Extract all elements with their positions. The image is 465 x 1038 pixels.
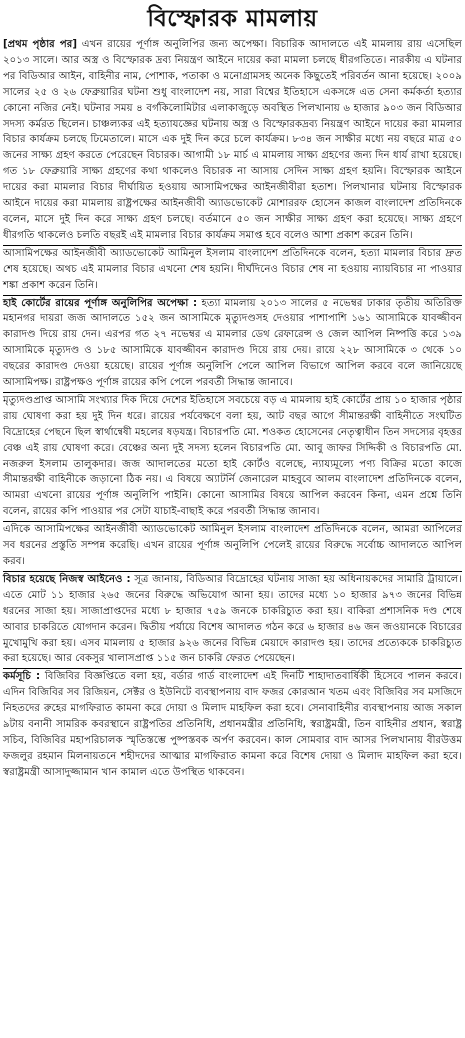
paragraph-own-law [3,572,462,669]
paragraph-appeal-prep [3,522,462,572]
paragraph-text: এদিকে আসামিপক্ষের আইনজীবী অ্যাডভোকেট আমিনুল ইসলাম বাংলাদেশ প্রতিদিনকে বলেন, আমরা আপিলের সব ধরনের প্রস্তুতি সম্পন্ন করেছি। এখন রায়ের পূর্ণাঙ্গ অনুলিপি পেলেই রায়ের বিরুদ্ধে সর্বোচ্চ আদালতে আপিল করব। [3,524,462,567]
paragraph-text: সূত্র জানায়, বিডিআর বিদ্রোহের ঘটনায় সাজা হয় অধিনায়কদের সামারি ট্রায়ালে। এতে মোট ১১ হাজার ২৬৫ জনের বিরুদ্ধে অভিযোগ আনা হয়। তাদের মধ্যে ১০ হাজার ৯৭৩ জনের বিভিন্ন ধরনের সাজা হয়। সাজাপ্রাপ্তদের মধ্যে ৮ হাজার ৭৫৯ জনকে চাকরিচ্যুত করা হয়। বাকিরা প্রশাসনিক দণ্ড শেষে আবার চাকরিতে যোগদান করেন। দ্বিতীয় পর্যায়ে বিশেষ আদালত গঠন করে ৬ হাজার ৪৬ জন জওয়ানকে বিচারের মুখোমুখি করা হয়। এসব মামলায় ৫ হাজার ৯২৬ জনের বিভিন্ন মেয়াদে কারাদণ্ড হয়। তাদের প্রত্যেককে চাকরিচ্যুত করা হয়েছে। আর বেকসুর খালাসপ্রাপ্ত ১১৫ জন চাকরি ফেরত পেয়েছেন। [3,573,463,665]
paragraph-text: হত্যা মামলায় ২০১৩ সালের ৫ নভেম্বর ঢাকার তৃতীয় অতিরিক্ত মহানগর দায়রা জজ আদালতে ১৫২ জন আসামিকে মৃত্যুদণ্ডসহ দেওয়ার পাশাপাশি ১৬১ আসামিকে যাবজ্জীবন কারাদণ্ড দিয়ে রায় দেন। এরপর গত ২৭ নভেম্বর এ মামলার ডেথ রেফারেন্স ও জেল আপিল নিষ্পত্তি করে ১৩৯ আসামিকে মৃত্যুদণ্ড ও ১৮৫ আসামিকে যাবজ্জীবন কারাদণ্ড দিয়ে রায় দেয়। রায়ে ২২৮ আসামিকে ৩ থেকে ১০ বছরের কারাদণ্ড দেওয়া হয়েছে। রায়ের পূর্ণাঙ্গ অনুলিপি পেলে আপিল বিভাগে আপিল করবে বলে জানিয়েছে আসামিপক্ষ। রাষ্ট্রপক্ষও পূর্ণাঙ্গ রায়ের কপি পেলে পরবর্তী সিদ্ধান্ত জানাবে। [3,297,462,389]
paragraph-text: বিজিবির বিজ্ঞপ্তিতে বলা হয়, বর্ডার গার্ড বাংলাদেশ এই দিনটি শাহাদাতবার্ষিকী হিসেবে পালন করবে। এদিন বিজিবির সব রিজিয়ন, সেক্টর ও ইউনিটে ব্যবস্থাপনায় বাদ ফজর কোরআন খতম এবং বিজিবির সব মসজিদে নিহতদের রুহের মাগফিরাত কামনা করে দোয়া ও মিলাদ মাহফিল করা হবে। সেনাবাহিনীর ব্যবস্থাপনায় আজ সকাল ৯টায় বনানী সামরিক কবরস্থানে রাষ্ট্রপতির প্রতিনিধি, প্রধানমন্ত্রীর প্রতিনিধি, স্বরাষ্ট্রমন্ত্রী, তিন বাহিনীর প্রধান, স্বরাষ্ট্র সচিব, বিজিবির মহাপরিচালক স্মৃতিস্তম্ভে পুষ্পস্তবক অর্পণ করবেন। কাল সোমবার বাদ আসর পিলখানায় বীরউত্তম ফজলুর রহমান মিলনায়তনে শহীদদের আত্মার মাগফিরাত কামনা করে বিশেষ দোয়া ও মিলাদ মাহফিল করা হবে। স্বরাষ্ট্রমন্ত্রী আসাদুজ্জামান খান কামাল এতে উপস্থিত থাকবেন। [3,671,462,778]
paragraph-text: এখন রায়ের পূর্ণাঙ্গ অনুলিপির জন্য অপেক্ষা। বিচারিক আদালতে এই মামলায় রায় এসেছিল ২০১৩ সালে। আর অস্ত্র ও বিস্ফোরক দ্রব্য নিয়ন্ত্রণ আইনে দায়ের করা মামলা চলছে ধীরগতিতে। নারকীয় এ ঘটনার পর বিডিআর আইন, বাহিনীর নাম, পোশাক, পতাকা ও মনোগ্রামসহ অনেক কিছুতেই পরিবর্তন আনা হয়েছে। ২০০৯ সালের ২৫ ও ২৬ ফেব্রুয়ারির ঘটনা শুধু বাংলাদেশ নয়, সারা বিশ্বের ইতিহাসে একসঙ্গে এত সেনা কর্মকর্তা হত্যার কোনো নজির নেই। ঘটনার সময় ৪ বর্গকিলোমিটার এলাকাজুড়ে অবস্থিত পিলখানায় ৬ হাজার ৯০৩ জন বিডিআর সদস্য কর্মরত ছিলেন। চাঞ্চল্যকর এই হত্যাযজ্ঞের ঘটনায় অস্ত্র ও বিস্ফোরকদ্রব্য নিয়ন্ত্রণ আইনে দায়ের করা মামলার বিচার কার্যক্রম চলছে ঢিমেতালে। মাসে এক দুই দিন করে চলে কার্যক্রম। ৮৩৪ জন সাক্ষীর মধ্যে নয় বছরে মাত্র ৫০ জনের সাক্ষ্য গ্রহণ করতে পেরেছেন বিচারক। আগামী ১৮ মার্চ এ মামলায় সাক্ষ্য গ্রহণের জন্য দিন ধার্য রাখা হয়েছে। গত ১৮ ফেব্রুয়ারি সাক্ষ্য গ্রহণের কথা থাকলেও বিচারক না আসায় সেদিন সাক্ষ্য গ্রহণ হয়নি। বিস্ফোরক আইনে দায়ের করা মামলার বিচার দীর্ঘায়িত হওয়ায় আসামিপক্ষের আইনজীবীরা হতাশ। পিলখানার ঘটনায় বিস্ফোরক আইনে দায়ের করা মামলায় রাষ্ট্রপক্ষের আইনজীবী অ্যাডভোকেট মোশাররফ হোসেন কাজল বাংলাদেশ প্রতিদিনকে বলেন, মাসে দুই দিন করে সাক্ষ্য গ্রহণ চলছে। বর্তমানে ৫০ জন সাক্ষীর সাক্ষ্য গ্রহণ করা হয়েছে। সাক্ষ্য গ্রহণে ধীরগতি থাকলেও চলতি বছরই এই মামলার বিচার কার্যক্রম সমাপ্ত হবে বলেও আশা প্রকাশ করেন তিনি। [3,39,462,241]
paragraph-defense-lawyer [3,246,462,296]
paragraph-high-court [3,296,462,393]
subheading-program: কর্মসূচি : [3,671,41,683]
continuation-marker: [প্রথম পৃষ্ঠার পর] [3,39,78,50]
paragraph-program [3,669,462,781]
subheading-high-court: হাই কোর্টের রায়ের পূর্ণাঙ্গ অনুলিপির অপেক্ষা : [3,297,198,309]
paragraph-text: মৃত্যুদণ্ডপ্রাপ্ত আসামি সংখ্যার দিক দিয়ে দেশের ইতিহাসে সবচেয়ে বড় এ মামলায় হাই কোর্টের প্রায় ১০ হাজার পৃষ্ঠার রায় ঘোষণা করা হয় দুই দিন ধরে। রায়ের পর্যবেক্ষণে বলা হয়, আট বছর আগে সীমান্তরক্ষী বাহিনীতে সংঘটিত বিদ্রোহের পেছনে ছিল স্বার্থান্বেষী মহলের ষড়যন্ত্র। বিচারপতি মো. শওকত হোসেনের নেতৃত্বাধীন তিন সদস্যের বৃহত্তর বেঞ্চ এই রায় ঘোষণা করে। বেঞ্চের অন্য দুই সদস্য হলেন বিচারপতি মো. আবু জাফর সিদ্দিকী ও বিচারপতি মো. নজরুল ইসলাম তালুকদার। জজ আদালতের মতো হাই কোর্টও বলেছে, ন্যায্যমূল্যে পণ্য বিক্রির মতো কাজে সীমান্তরক্ষী বাহিনীকে জড়ানো ঠিক নয়। এ বিষয়ে অ্যাটর্নি জেনারেল মাহবুবে আলম বাংলাদেশ প্রতিদিনকে বলেন, আমরা এখনো রায়ের পূর্ণাঙ্গ অনুলিপি পাইনি। কোনো আসামির বিষয়ে আপিল করবেন কিনা, এমন প্রশ্নে তিনি বলেন, রায়ের কপি পাওয়ার পর সেটা যাচাই-বাছাই করে পরবর্তী সিদ্ধান্ত জানাব। [3,394,462,518]
paragraph-text: আসামিপক্ষের আইনজীবী অ্যাডভোকেট আমিনুল ইসলাম বাংলাদেশ প্রতিদিনকে বলেন, হত্যা মামলার বিচার দ্রুত শেষ হয়েছে। অথচ এই মামলার বিচার এখনো শেষ হয়নি। দীর্ঘদিনেও বিচার শেষ না হওয়ায় ন্যায়বিচার না পাওয়ার শঙ্কা প্রকাশ করেন তিনি। [3,247,462,291]
headline: বিস্ফোরক মামলায় [147,5,318,32]
paragraph-intro [3,37,462,246]
subheading-own-law: বিচার হয়েছে নিজস্ব আইনেও : [3,573,131,585]
paragraph-verdict-details [3,393,462,522]
